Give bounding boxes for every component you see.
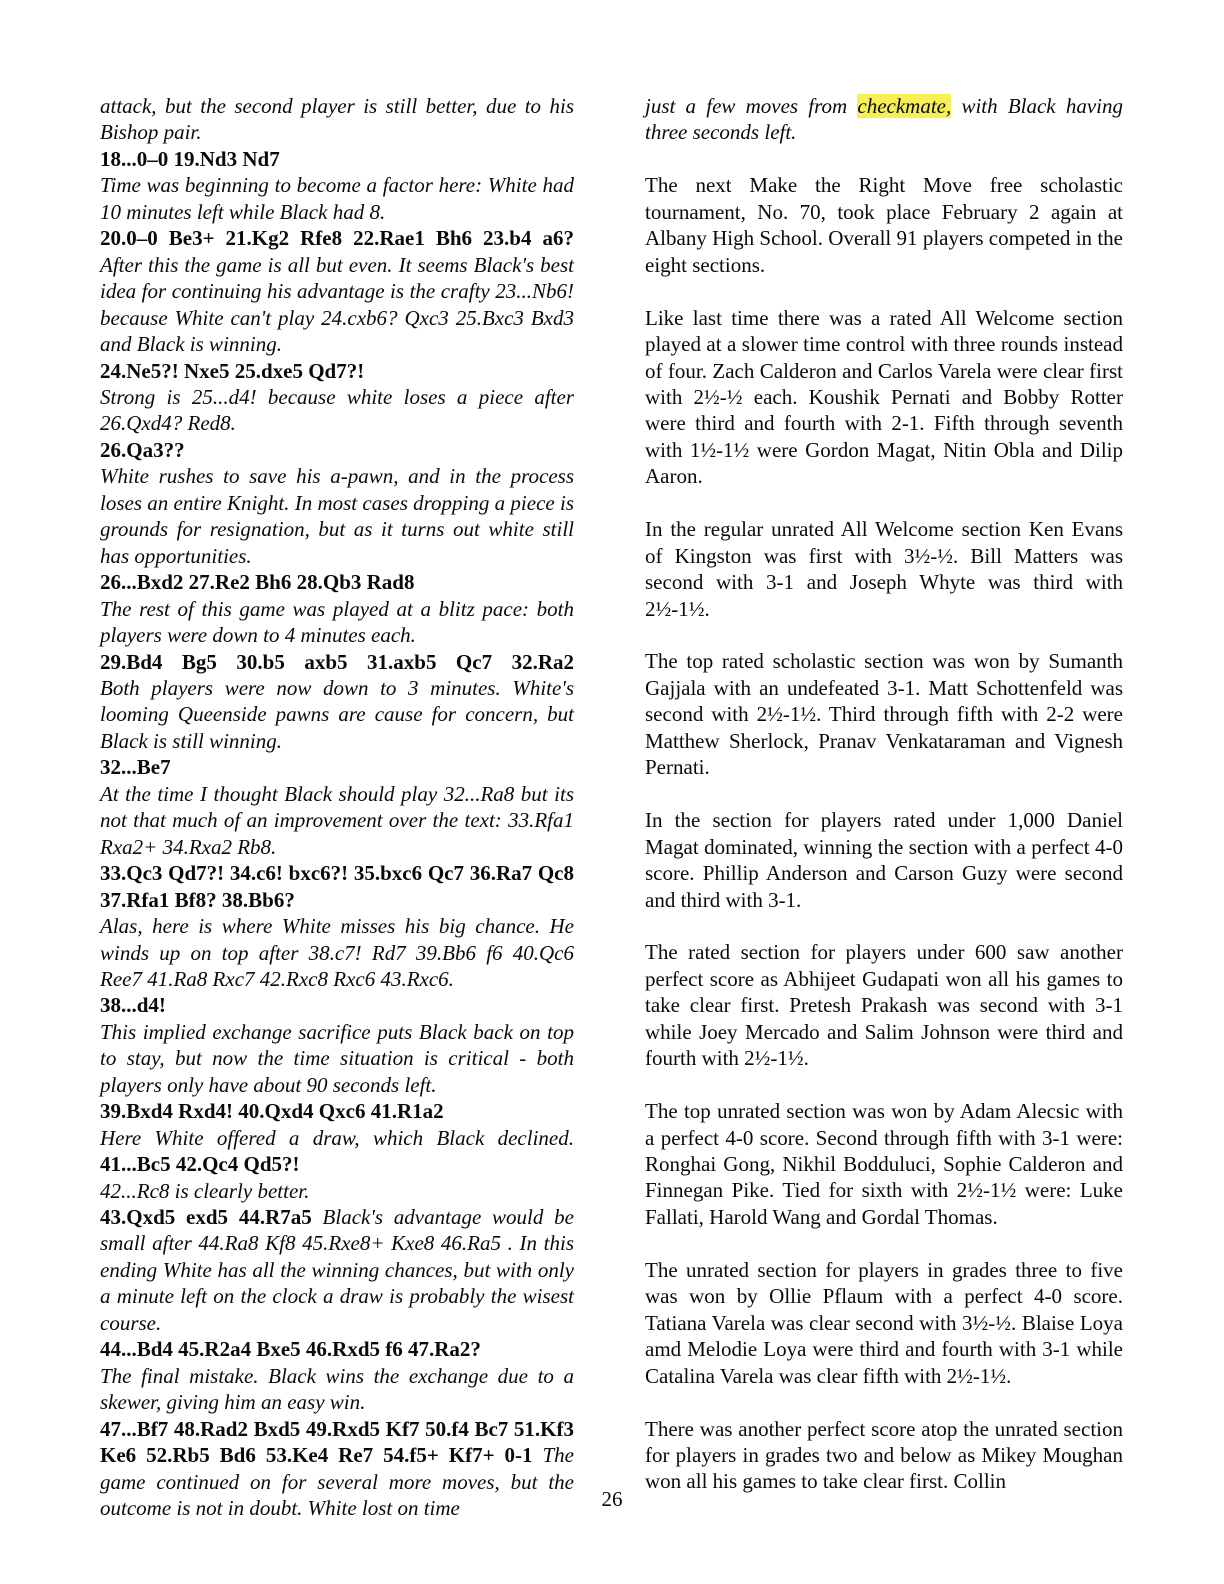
paragraph: [100, 1336, 574, 1362]
body-text: The unrated section for players in grades three to five was won by Ollie Pflaum with a perfect 4-0 score. Tatiana Varela was clear second with 3½-½. Blaise Loya amd Melodie Loya were third and fourth with 3-1 while Catalina Varela was clear fifth with 2½-1½.: [645, 1257, 1123, 1388]
paragraph: [100, 1204, 574, 1336]
chess-moves-text: 32...Be7: [100, 755, 171, 780]
commentary-text: At the time I thought Black should play 32...Ra8 but its not that much of an improvement over the text: 33.Rfa1 Rxa2+ 34.Rxa2 Rb8.: [100, 781, 574, 859]
body-text: The top rated scholastic section was won by Sumanth Gajjala with an undefeated 3-1. Matt Schottenfeld was second with 2½-1½. Third through fifth with 2-2 were Matthew Sherlock, Pranav Venkataraman and Vignesh Pernati.: [645, 649, 1123, 780]
paragraph: [100, 781, 574, 860]
paragraph: [100, 992, 574, 1018]
chess-moves-text: 38...d4!: [100, 993, 166, 1018]
chess-moves-text: 29.Bd4 Bg5 30.b5 axb5 31.axb5 Qc7 32.Ra2: [100, 649, 574, 674]
chess-moves-text: 39.Bxd4 Rxd4! 40.Qxd4 Qxc6 41.R1a2: [100, 1099, 444, 1124]
body-text: The next Make the Right Move free scholastic tournament, No. 70, took place February 2 again at Albany High School. Overall 91 players competed in the eight sections.: [645, 173, 1123, 277]
paragraph: [100, 1019, 574, 1098]
paragraph: [645, 1416, 1123, 1495]
paragraph: [645, 93, 1123, 146]
paragraph: [100, 93, 574, 146]
commentary-text: Strong is 25...d4! because white loses a piece after 26.Qxd4? Red8.: [100, 384, 574, 436]
paragraph: [100, 225, 574, 251]
game-annotation-column: [100, 93, 574, 1521]
paragraph: [645, 648, 1123, 780]
commentary-text: After this the game is all but even. It seems Black's best idea for continuing his advantage is the crafty 23...Nb6! because White can't play 24.cxb6? Qxc3 25.Bxc3 Bxd3 and Black is winning.: [100, 252, 574, 357]
paragraph: [100, 913, 574, 992]
paragraph: [100, 649, 574, 675]
commentary-text: Time was beginning to become a factor here: White had 10 minutes left while Black had 8.: [100, 173, 574, 224]
commentary-text: Here White offered a draw, which Black declined.: [100, 1125, 574, 1150]
body-text: In the section for players rated under 1,000 Daniel Magat dominated, winning the section with a perfect 4-0 score. Phillip Anderson and Carson Guzy were second and third with 3-1.: [645, 808, 1123, 912]
commentary-text: This implied exchange sacrifice puts Black back on top to stay, but now the time situation is critical - both players only have about 90 seconds left.: [100, 1019, 574, 1097]
paragraph: [100, 1363, 574, 1416]
body-text: The rated section for players under 600 saw another perfect score as Abhijeet Gudapati won all his games to take clear first. Pretesh Prakash was second with 3-1 while Joey Mercado and Salim Johnson were third and fourth with 2½-1½.: [645, 940, 1123, 1071]
paragraph: [645, 172, 1123, 278]
paragraph: [645, 1098, 1123, 1230]
paragraph: [645, 807, 1123, 913]
chess-moves-text: 47...Bf7 48.Rad2 Bxd5 49.Rxd5 Kf7 50.f4 Bc7 51.Kf3 Ke6 52.Rb5 Bd6 53.Ke4 Re7 54.f5+ Kf7+ 0-1: [100, 1416, 574, 1468]
paragraph: [100, 1178, 574, 1204]
chess-moves-text: 24.Ne5?! Nxe5 25.dxe5 Qd7?!: [100, 358, 365, 383]
commentary-text: Both players were now down to 3 minutes. White's looming Queenside pawns are cause for concern, but Black is still winning.: [100, 675, 574, 753]
commentary-text: The final mistake. Black wins the exchange due to a skewer, giving him an easy win.: [100, 1363, 574, 1415]
chess-moves-text: 18...0–0 19.Nd3 Nd7: [100, 146, 280, 171]
paragraph: [100, 463, 574, 569]
paragraph: [100, 569, 574, 595]
chess-moves-text: 26.Qa3??: [100, 437, 185, 462]
chess-moves-text: 26...Bxd2 27.Re2 Bh6 28.Qb3 Rad8: [100, 570, 415, 595]
paragraph: [100, 358, 574, 384]
paragraph: [100, 860, 574, 913]
paragraph: [645, 939, 1123, 1071]
highlighted-text: checkmate,: [857, 94, 952, 118]
paragraph: [100, 146, 574, 172]
body-text: There was another perfect score atop the unrated section for players in grades two and below as Mikey Moughan won all his games to take clear first. Collin: [645, 1416, 1123, 1494]
paragraph: [100, 754, 574, 780]
paragraph: [100, 596, 574, 649]
commentary-text: The game continued on for several more moves, but the outcome is not in doubt. White lost on time: [100, 1443, 574, 1521]
commentary-text: Black's advantage would be small after 44.Ra8 Kf8 45.Rxe8+ Kxe8 46.Ra5 . In this ending White has all the winning chances, but with only a minute left on the clock a draw is probably the wisest course.: [100, 1205, 574, 1335]
paragraph: [100, 252, 574, 358]
chess-moves-text: 43.Qxd5 exd5 44.R7a5: [100, 1205, 323, 1230]
commentary-text: attack, but the second player is still better, due to his Bishop pair.: [100, 94, 574, 145]
paragraph: [645, 516, 1123, 622]
paragraph: [645, 305, 1123, 490]
paragraph: [645, 1257, 1123, 1389]
paragraph: [100, 172, 574, 225]
chess-moves-text: 44...Bd4 45.R2a4 Bxe5 46.Rxd5 f6 47.Ra2?: [100, 1337, 481, 1362]
commentary-text: with Black having three seconds left.: [645, 94, 1123, 145]
paragraph: [100, 1125, 574, 1178]
body-text: Like last time there was a rated All Welcome section played at a slower time control with three rounds instead of four. Zach Calderon and Carlos Varela were clear first with 2½-½ each. Koushik Pernati and Bobby Rotter were third and fourth with 2-1. Fifth through seventh with 1½-1½ were Gordon Magat, Nitin Obla and Dilip Aaron.: [645, 305, 1123, 489]
commentary-text: The rest of this game was played at a blitz pace: both players were down to 4 minutes each.: [100, 596, 574, 648]
tournament-report-column: [645, 93, 1123, 1521]
chess-moves-text: 33.Qc3 Qd7?! 34.c6! bxc6?! 35.bxc6 Qc7 36.Ra7 Qc8 37.Rfa1 Bf8? 38.Bb6?: [100, 861, 574, 912]
commentary-text: White rushes to save his a-pawn, and in the process loses an entire Knight. In most cases dropping a piece is grounds for resignation, but as it turns out white still has opportunities.: [100, 464, 574, 568]
commentary-text: Alas, here is where White misses his big chance. He winds up on top after 38.c7! Rd7 39.Bb6 f6 40.Qc6 Ree7 41.Ra8 Rxc7 42.Rxc8 Rxc6 43.Rxc6.: [100, 914, 574, 991]
paragraph: [100, 384, 574, 437]
chess-moves-text: 41...Bc5 42.Qc4 Qd5?!: [100, 1152, 300, 1177]
body-text: In the regular unrated All Welcome section Ken Evans of Kingston was first with 3½-½. Bill Matters was second with 3-1 and Joseph Whyte was third with 2½-1½.: [645, 517, 1123, 621]
commentary-text: just a few moves from: [645, 94, 858, 118]
chess-moves-text: 20.0–0 Be3+ 21.Kg2 Rfe8 22.Rae1 Bh6 23.b4 a6?: [100, 226, 574, 251]
paragraph: [100, 675, 574, 754]
paragraph: [100, 437, 574, 463]
body-text: The top unrated section was won by Adam Alecsic with a perfect 4-0 score. Second through fifth with 3-1 were: Ronghai Gong, Nikhil Bodduluci, Sophie Calderon and Finnegan Pike. Tied for sixth with 2½-1½ were: Luke Fallati, Harold Wang and Gordal Thomas.: [645, 1099, 1123, 1229]
commentary-text: 42...Rc8 is clearly better.: [100, 1178, 310, 1203]
paragraph: [100, 1098, 574, 1124]
page-number: 26: [601, 1487, 623, 1511]
